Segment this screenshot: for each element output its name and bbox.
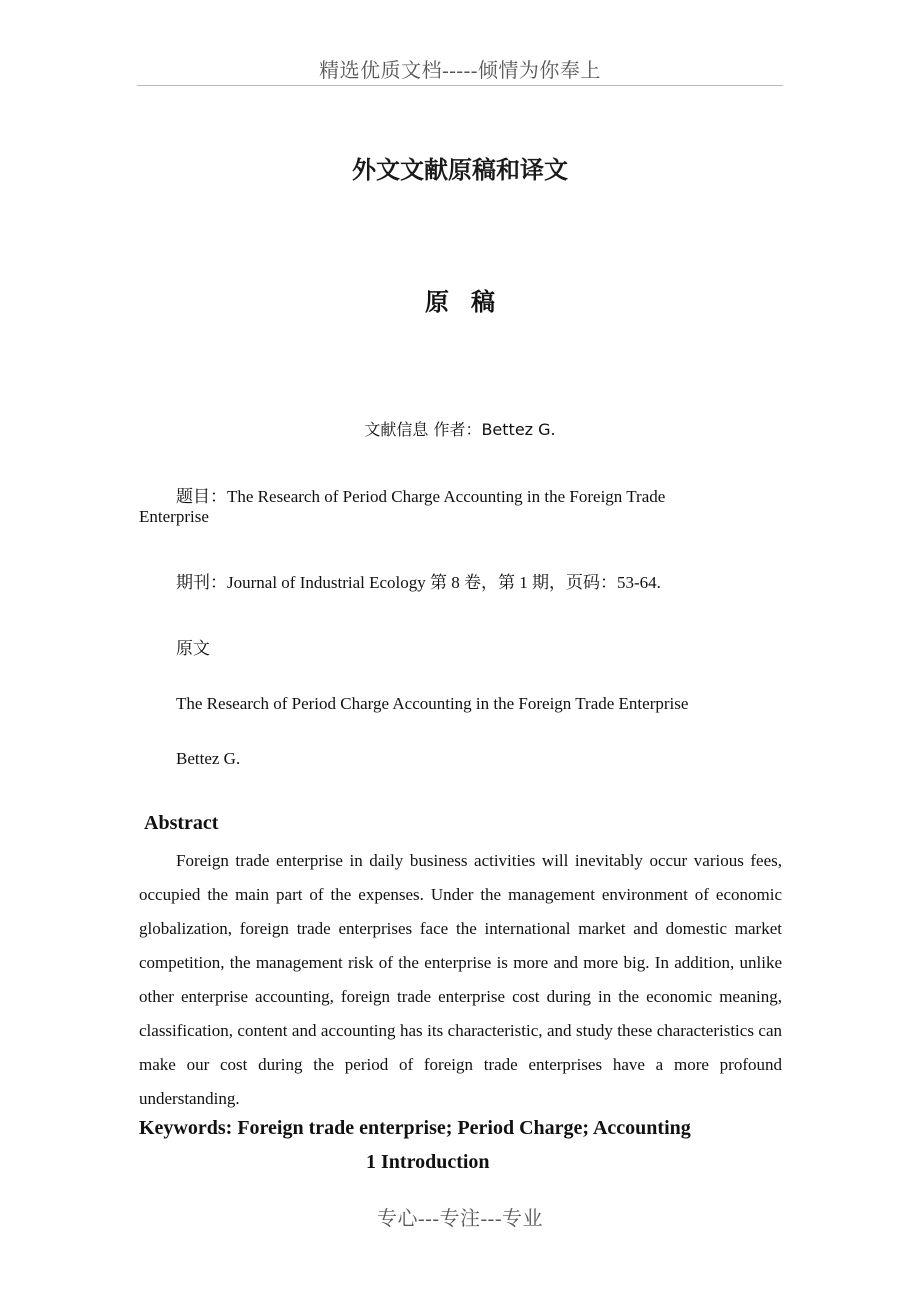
section-title: 原稿 [425,290,517,316]
keywords-line: Keywords: Foreign trade enterprise; Period Charge; Accounting [139,1117,691,1139]
original-paper-title: The Research of Period Charge Accounting in the Foreign Trade Enterprise [176,694,689,713]
introduction-heading: 1 Introduction [366,1151,490,1173]
topic-line-continued: Enterprise [139,507,209,526]
abstract-paragraph: Foreign trade enterprise in daily business activities will inevitably occur various fees, occupied the main part of the expenses. Under the management environment of economic globalization, foreign trade enterprises face the international market and domestic market competition, the management risk of the enterprise is more and more big. In addition, unlike other enterprise accounting, foreign trade enterprise cost during in the economic meaning, classification, content and accounting has its characteristic, and study these characteristics can make our cost during the period of foreign trade enterprises have a more profound understanding. [139,851,782,1108]
journal-line: 期刊：Journal of Industrial Ecology 第 8 卷，第 1 期，页码：53-64. [176,573,661,592]
page-footer: 专心---专注---专业 [377,1208,543,1230]
original-text-label: 原文 [176,639,210,658]
header-divider [137,85,783,86]
literature-info: 文献信息 作者：Bettez G. [364,420,556,439]
document-title: 外文文献原稿和译文 [352,158,568,184]
topic-line: 题目：The Research of Period Charge Accounting in the Foreign Trade [176,487,666,506]
abstract-heading: Abstract [144,812,219,834]
page-header: 精选优质文档-----倾情为你奉上 [319,60,601,82]
original-paper-author: Bettez G. [176,749,241,768]
